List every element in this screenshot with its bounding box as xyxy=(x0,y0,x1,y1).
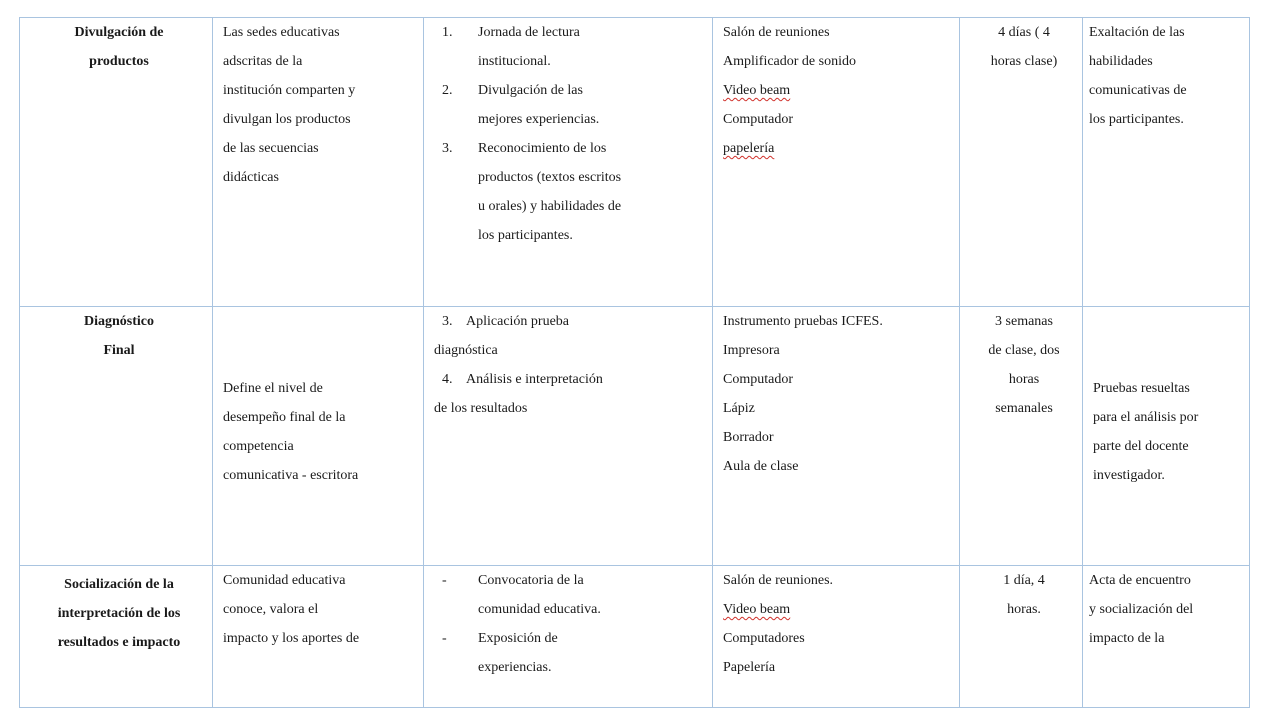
activities-table xyxy=(19,17,1250,708)
activity-item: 1. Jornada de lectura xyxy=(442,25,580,40)
resources-cell: Instrumento pruebas ICFES. Impresora Computador Lápiz Borrador Aula de clase xyxy=(713,307,960,566)
table-row xyxy=(20,18,1250,307)
activity-item: 4. Análisis e interpretación xyxy=(442,372,603,387)
resources-cell: Salón de reuniones. Video beam Computadores Papelería xyxy=(713,566,960,708)
activity-item: 3. Aplicación prueba xyxy=(442,314,570,329)
activities-cell: - Convocatoria de la comunidad educativa. - Exposición de experiencias. xyxy=(424,566,713,708)
objective-cell: Define el nivel de desempeño final de la competencia comunicativa - escritora xyxy=(213,307,424,566)
result-cell: Exaltación de las habilidades comunicativas de los participantes. xyxy=(1083,18,1250,307)
objective-cell: Las sedes educativas adscritas de la institución comparten y divulgan los productos de las secuencias didácticas xyxy=(213,18,424,307)
activities-cell: 1. Jornada de lectura institucional. 2. Divulgación de las mejores experiencias. 3. Reconocimiento de los productos (textos escritos u orales) y habilidades de los participantes. xyxy=(424,18,713,307)
table-row xyxy=(20,307,1250,566)
duration-cell: 1 día, 4 horas. xyxy=(960,566,1083,708)
activity-item: 2. Divulgación de las xyxy=(442,83,583,98)
activity-item: - Exposición de xyxy=(442,631,558,646)
result-cell: Acta de encuentro y socialización del impacto de la xyxy=(1083,566,1250,708)
result-cell: Pruebas resueltas para el análisis por parte del docente investigador. xyxy=(1083,307,1250,566)
activity-item: - Convocatoria de la xyxy=(442,573,584,588)
phase-cell: Divulgación de productos xyxy=(20,18,213,307)
table-row xyxy=(20,566,1250,708)
activities-cell: 3. Aplicación prueba diagnóstica 4. Análisis e interpretación de los resultados xyxy=(424,307,713,566)
duration-cell: 3 semanas de clase, dos horas semanales xyxy=(960,307,1083,566)
activity-item: 3. Reconocimiento de los xyxy=(442,141,607,156)
duration-cell: 4 días ( 4 horas clase) xyxy=(960,18,1083,307)
resources-cell: Salón de reuniones Amplificador de sonido Video beam Computador papelería xyxy=(713,18,960,307)
phase-cell: Socialización de la interpretación de los resultados e impacto xyxy=(20,566,213,708)
phase-cell: Diagnóstico Final xyxy=(20,307,213,566)
objective-cell: Comunidad educativa conoce, valora el impacto y los aportes de xyxy=(213,566,424,708)
